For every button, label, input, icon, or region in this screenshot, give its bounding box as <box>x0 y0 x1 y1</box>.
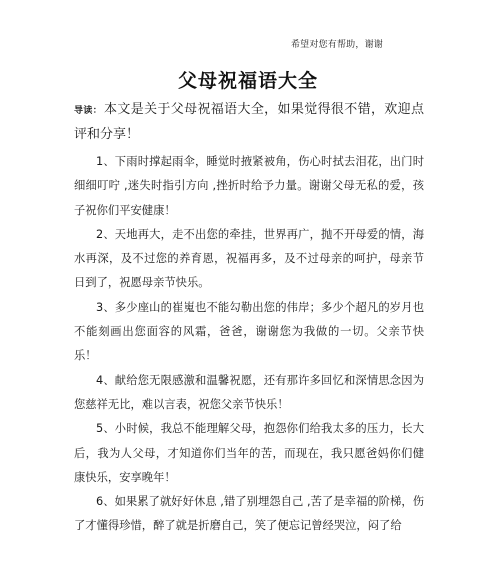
paragraph-3: 3、多少座山的崔嵬也不能勾勒出您的伟岸；多少个超凡的岁月也不能刻画出您面容的风霜，爸爸，谢谢您为我做的一切。父亲节快乐！ <box>74 300 424 363</box>
paragraph-6: 6、如果累了就好好休息 ,错了别埋怨自己 ,苦了是幸福的阶梯，伤了才懂得珍惜，醉了就是折磨自己，笑了便忘记曾经哭泣，闷了给 <box>74 495 424 533</box>
paragraph-2: 2、天地再大，走不出您的牵挂，世界再广，抛不开母爱的情，海水再深，及不过您的养育恩，祝福再多，及不过母亲的呵护，母亲节日到了，祝愿母亲节快乐。 <box>74 227 424 290</box>
paragraph-5: 5、小时候，我总不能理解父母，抱怨你们给我太多的压力，长大后，我为人父母，才知道你们当年的苦，而现在，我只愿爸妈你们健康快乐，安享晚年！ <box>74 422 424 484</box>
paragraph-1: 1、下雨时撑起雨伞，睡觉时掖紧被角，伤心时拭去泪花，出门时细细叮咛 ,迷失时指引方向 ,挫折时给予力量。谢谢父母无私的爱，孩子祝你们平安健康！ <box>74 155 424 217</box>
header-note: 希望对您有帮助，谢谢 <box>290 40 383 50</box>
intro-label: 导读： <box>74 106 103 116</box>
intro-text: 本文是关于父母祝福语大全，如果觉得很不错，欢迎点评和分享！ <box>74 102 424 142</box>
intro-paragraph <box>74 98 424 146</box>
paragraph-4: 4、献给您无限感激和温馨祝愿，还有那许多回忆和深情思念因为您慈祥无比，难以言表，祝您父亲节快乐！ <box>74 373 424 411</box>
document-body <box>74 98 424 539</box>
page-title: 父母祝福语大全 <box>177 70 318 92</box>
